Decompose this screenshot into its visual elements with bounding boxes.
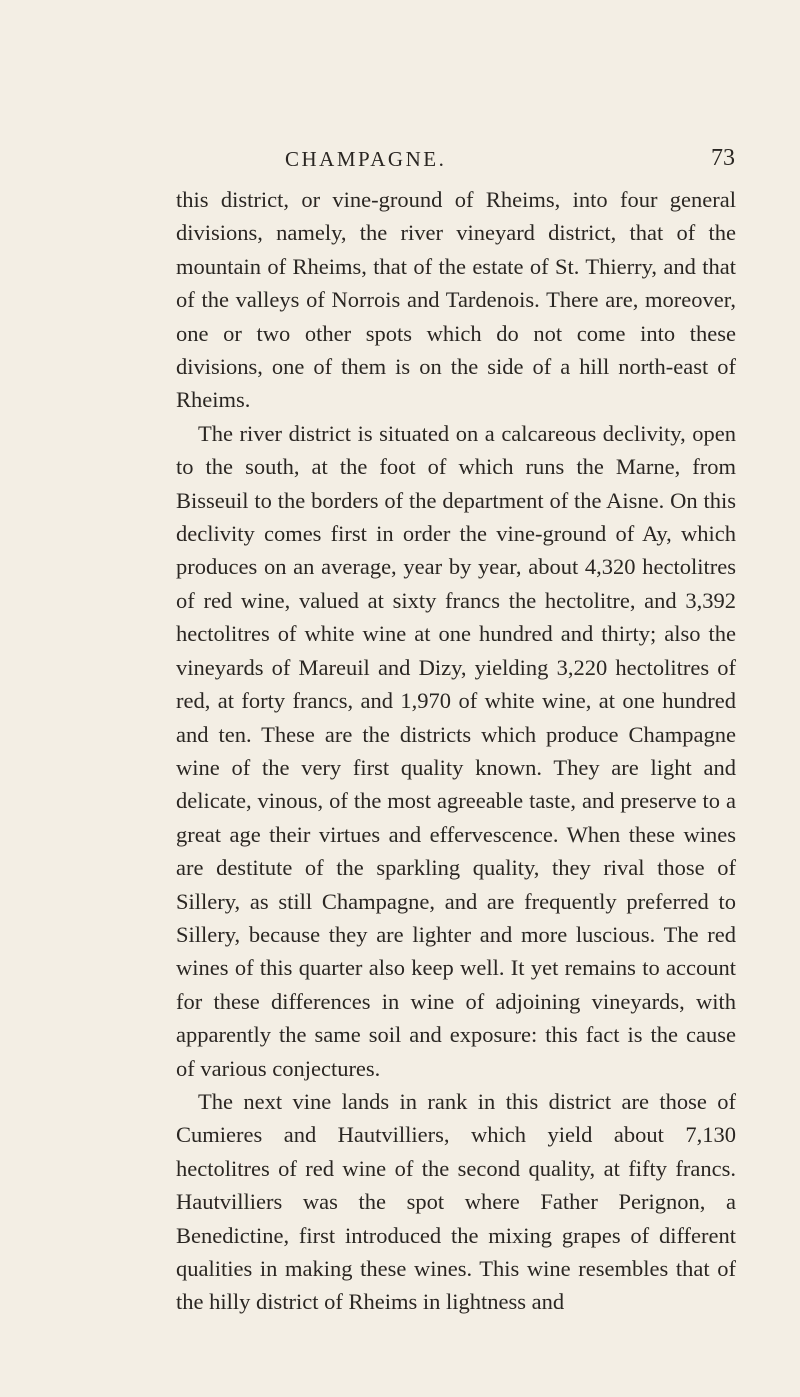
paragraph: The river district is situated on a calcareous declivity, open to the south, at the foot of which runs the Marne, from Bisseuil to the borders of the department of the Aisne. On this declivity comes first in order the vine-ground of Ay, which produces on an average, year by year, about 4,320 hectolitres of red wine, valued at sixty francs the hectolitre, and 3,392 hectolitres of white wine at one hundred and thirty; also the vineyards of Mareuil and Dizy, yielding 3,220 hectolitres of red, at forty francs, and 1,970 of white wine, at one hundred and ten. These are the districts which produce Champagne wine of the very first quality known. They are light and delicate, vinous, of the most agreeable taste, and preserve to a great age their virtues and effervescence. When these wines are destitute of the sparkling quality, they rival those of Sillery, as still Champagne, and are frequently preferred to Sillery, because they are lighter and more luscious. The red wines of this quarter also keep well. It yet remains to account for these differences in wine of adjoining vineyards, with apparently the same soil and exposure: this fact is the cause of various conjectures. — [176, 420, 736, 1081]
paragraph: The next vine lands in rank in this district are those of Cumieres and Hautvilliers, which yield about 7,130 hectolitres of red wine of the second quality, at fifty francs. Hautvilliers was the spot where Father Perignon, a Benedictine, first introduced the mixing grapes of different qualities in making these wines. This wine resembles that of the hilly district of Rheims in lightness and — [176, 1088, 736, 1315]
running-title: CHAMPAGNE. — [285, 147, 447, 171]
running-head — [180, 147, 780, 177]
page-number: 73 — [711, 145, 735, 171]
body-text — [176, 183, 736, 1319]
paragraph: this district, or vine-ground of Rheims, into four general divisions, namely, the river vineyard district, that of the mountain of Rheims, that of the estate of St. Thierry, and that of the valleys of Norrois and Tardenois. There are, moreover, one or two other spots which do not come into these divisions, one of them is on the side of a hill north-east of Rheims. — [176, 187, 736, 413]
